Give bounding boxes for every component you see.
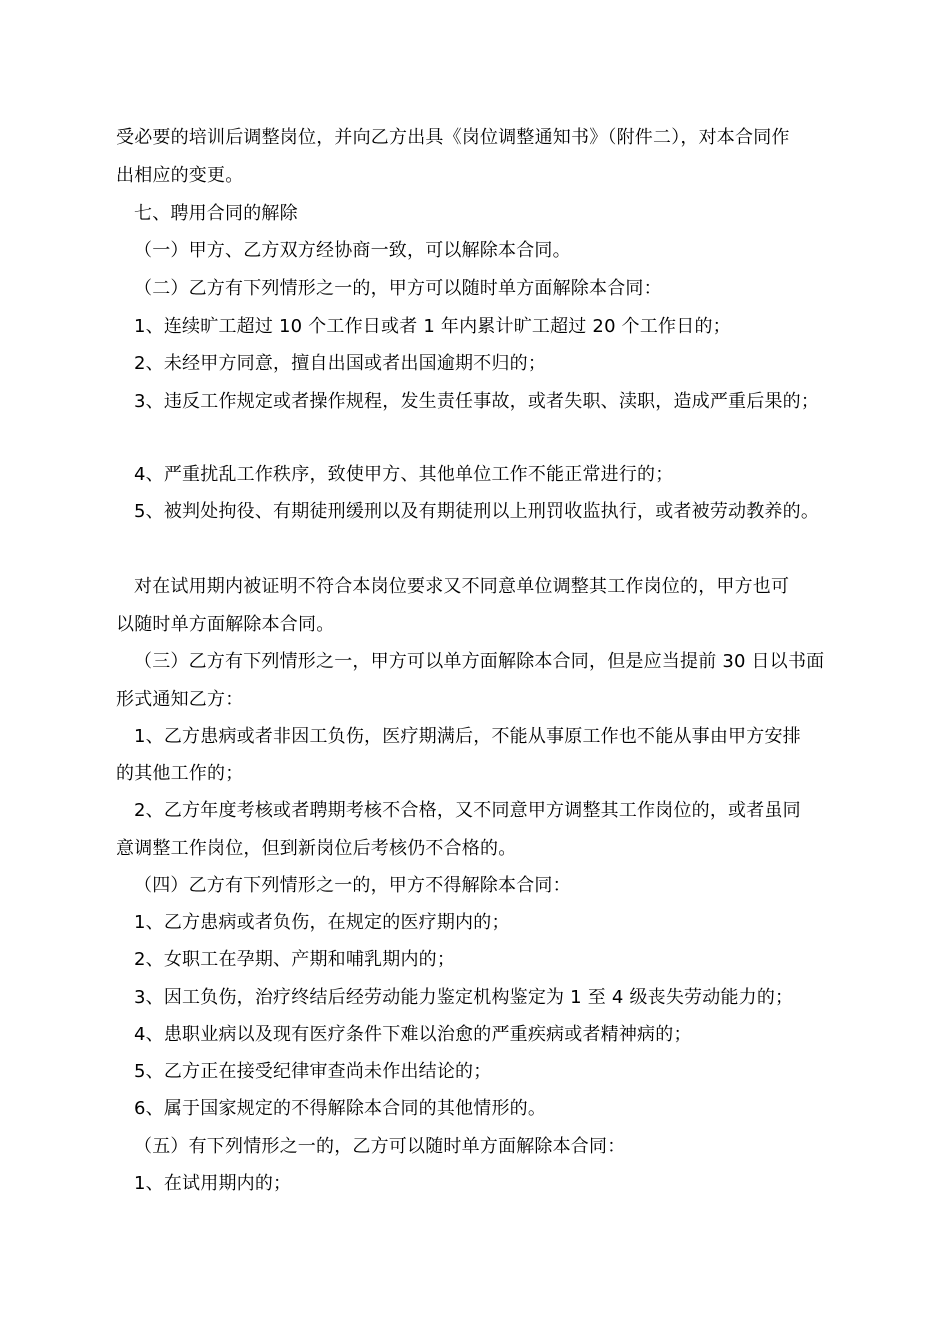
- clause-line: （五）有下列情形之一的，乙方可以随时单方面解除本合同：: [134, 1136, 626, 1157]
- list-item: 2、乙方年度考核或者聘期考核不合格，又不同意甲方调整其工作岗位的，或者虽同: [134, 800, 801, 821]
- clause-line: （三）乙方有下列情形之一，甲方可以单方面解除本合同，但是应当提前 30 日以书面: [134, 651, 825, 672]
- list-item: 5、乙方正在接受纪律审查尚未作出结论的；: [134, 1061, 492, 1082]
- paragraph-line: 出相应的变更。: [116, 165, 244, 186]
- list-item: 4、严重扰乱工作秩序，致使甲方、其他单位工作不能正常进行的；: [134, 464, 674, 485]
- clause-line: 形式通知乙方：: [116, 689, 244, 710]
- list-item: 意调整工作岗位，但到新岗位后考核仍不合格的。: [116, 838, 517, 859]
- list-item: 1、乙方患病或者负伤，在规定的医疗期内的；: [134, 912, 510, 933]
- clause-line: （二）乙方有下列情形之一的，甲方可以随时单方面解除本合同：: [134, 278, 662, 299]
- paragraph-line: 受必要的培训后调整岗位，并向乙方出具《岗位调整通知书》（附件二），对本合同作: [116, 127, 790, 148]
- list-item: 的其他工作的；: [116, 763, 244, 784]
- list-item: 3、因工负伤，治疗终结后经劳动能力鉴定机构鉴定为 1 至 4 级丧失劳动能力的；: [134, 987, 794, 1008]
- list-item: 1、连续旷工超过 10 个工作日或者 1 年内累计旷工超过 20 个工作日的；: [134, 316, 731, 337]
- list-item: 4、患职业病以及现有医疗条件下难以治愈的严重疾病或者精神病的；: [134, 1024, 692, 1045]
- clause-line: （一）甲方、乙方双方经协商一致，可以解除本合同。: [134, 240, 571, 261]
- list-item: 6、属于国家规定的不得解除本合同的其他情形的。: [134, 1098, 547, 1119]
- section-heading: 七、聘用合同的解除: [134, 203, 298, 224]
- clause-line: （四）乙方有下列情形之一的，甲方不得解除本合同：: [134, 875, 571, 896]
- list-item: 3、违反工作规定或者操作规程，发生责任事故，或者失职、渎职，造成严重后果的；: [134, 391, 820, 412]
- paragraph-line: 对在试用期内被证明不符合本岗位要求又不同意单位调整其工作岗位的，甲方也可: [134, 576, 790, 597]
- list-item: 1、乙方患病或者非因工负伤，医疗期满后，不能从事原工作也不能从事由甲方安排: [134, 726, 801, 747]
- list-item: 2、女职工在孕期、产期和哺乳期内的；: [134, 949, 456, 970]
- paragraph-line: 以随时单方面解除本合同。: [116, 614, 335, 635]
- list-item: 2、未经甲方同意，擅自出国或者出国逾期不归的；: [134, 353, 547, 374]
- list-item: 1、在试用期内的；: [134, 1173, 292, 1194]
- list-item: 5、被判处拘役、有期徒刑缓刑以及有期徒刑以上刑罚收监执行，或者被劳动教养的。: [134, 501, 820, 522]
